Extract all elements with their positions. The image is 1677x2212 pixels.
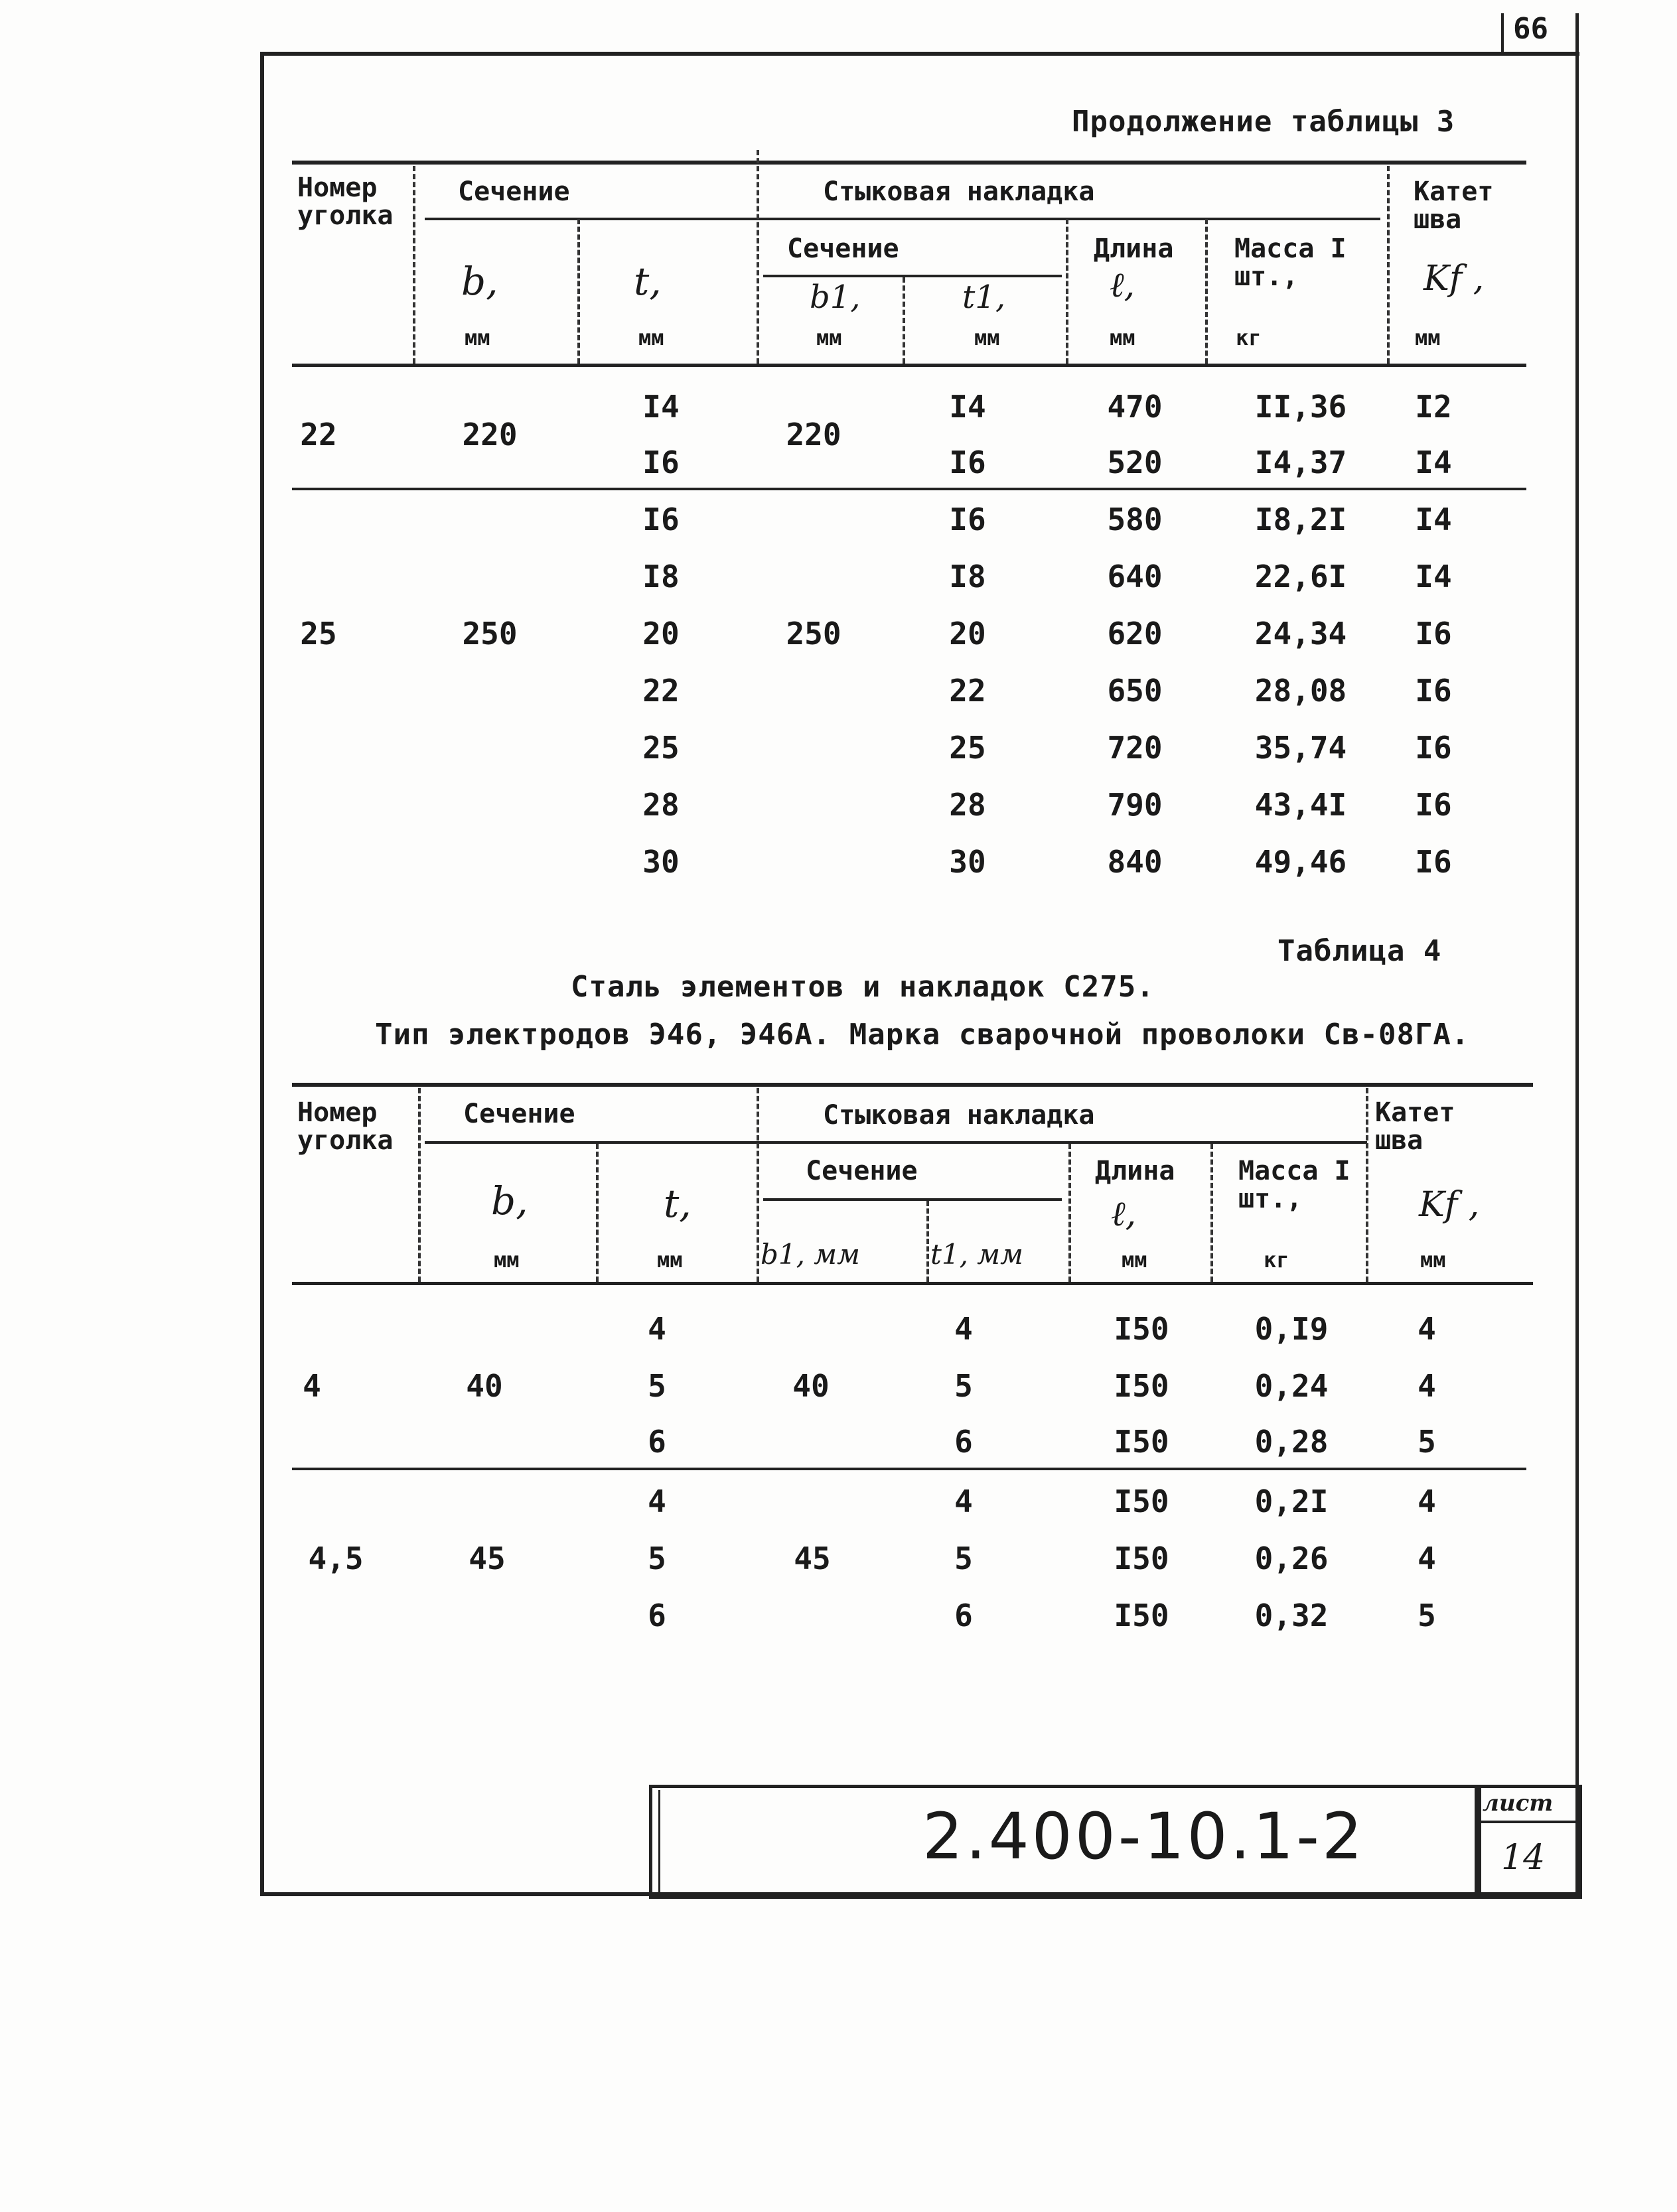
table3-cell-length: 620 bbox=[1107, 616, 1163, 652]
table4-col-divider bbox=[596, 1144, 599, 1282]
table3-cell-t1: I6 bbox=[949, 445, 986, 480]
table3-angle-number: 22 bbox=[300, 417, 337, 452]
table4-plate-b1: 45 bbox=[794, 1541, 831, 1576]
table3-plate-b1: 250 bbox=[786, 616, 841, 652]
table4-cell-t: 6 bbox=[648, 1598, 666, 1633]
table3-symbol-kf: Kf , bbox=[1423, 259, 1485, 299]
table4-cell-t: 5 bbox=[648, 1368, 666, 1404]
table4-cell-t1: 6 bbox=[954, 1424, 973, 1460]
table4-cell-length: I50 bbox=[1114, 1424, 1169, 1460]
table3-col-divider bbox=[1205, 219, 1208, 364]
table4-title-line2: Тип электродов Э46, Э46А. Марка сварочной проволоки Св-08ГА. bbox=[375, 1018, 1470, 1052]
table3-section-b: 220 bbox=[462, 417, 518, 452]
table3-col-divider bbox=[577, 219, 580, 364]
table3-cell-t1: I4 bbox=[949, 389, 986, 425]
title-block-inner-line bbox=[658, 1790, 660, 1892]
frame-right-border bbox=[1575, 13, 1579, 1896]
table3-cell-t1: I6 bbox=[949, 502, 986, 537]
frame-left-border bbox=[260, 52, 264, 1896]
table4-group-separator bbox=[292, 1468, 1526, 1470]
sheet-number: 14 bbox=[1501, 1838, 1546, 1878]
table4-unit-kg: кг bbox=[1264, 1247, 1289, 1273]
table3-cell-kf: I6 bbox=[1415, 730, 1452, 766]
table4-header-bottom-rule bbox=[292, 1282, 1533, 1285]
table3-col-divider bbox=[413, 166, 415, 364]
document-code: 2.400-10.1-2 bbox=[922, 1799, 1365, 1874]
table4-col-divider bbox=[926, 1201, 929, 1282]
table3-cell-mass: 24,34 bbox=[1254, 616, 1347, 652]
table4-cell-length: I50 bbox=[1114, 1541, 1169, 1576]
table4-unit-mm: мм bbox=[494, 1247, 520, 1273]
table4-symbol-b: b, bbox=[491, 1178, 528, 1223]
table4-col-divider bbox=[1068, 1144, 1071, 1282]
table3-cell-t: 22 bbox=[642, 673, 680, 709]
table3-cell-t1: I8 bbox=[949, 559, 986, 594]
table4-col-divider bbox=[1366, 1088, 1368, 1282]
table3-col-divider bbox=[903, 277, 905, 364]
table3-unit-kg: кг bbox=[1236, 325, 1262, 350]
table3-cell-kf: I6 bbox=[1415, 616, 1452, 652]
table4-cell-length: I50 bbox=[1114, 1368, 1169, 1404]
table4-col-divider bbox=[1210, 1144, 1213, 1282]
table3-col-divider bbox=[1066, 219, 1068, 364]
table3-header-bottom-rule bbox=[292, 364, 1526, 367]
table3-header-mass: Масса I шт., bbox=[1234, 234, 1347, 292]
table3-symbol-b1: b1, bbox=[810, 279, 861, 316]
table3-unit-mm: мм bbox=[465, 325, 490, 350]
table4-cell-mass: 0,26 bbox=[1254, 1541, 1329, 1576]
table3-cell-t1: 22 bbox=[949, 673, 986, 709]
table3-cell-length: 520 bbox=[1107, 445, 1163, 480]
table3-unit-mm: мм bbox=[1415, 325, 1441, 350]
table4-cell-length: I50 bbox=[1114, 1598, 1169, 1633]
table3-cell-mass: II,36 bbox=[1254, 389, 1347, 425]
table4-symbol-t: t, bbox=[664, 1181, 692, 1226]
table3-header-weld-leg: Катет шва bbox=[1414, 176, 1494, 235]
table4-cell-t: 4 bbox=[648, 1311, 666, 1347]
table4-cell-mass: 0,28 bbox=[1254, 1424, 1329, 1460]
table3-cell-kf: I4 bbox=[1415, 445, 1452, 480]
table3-cell-mass: 43,4I bbox=[1254, 787, 1347, 823]
table3-symbol-t: t, bbox=[634, 259, 662, 304]
table3-col-divider bbox=[1387, 166, 1390, 364]
table3-header-angle-no: Номер уголка bbox=[297, 173, 394, 231]
frame-top-border bbox=[260, 52, 1579, 56]
table3-cell-kf: I6 bbox=[1415, 787, 1452, 823]
table3-cell-t: I4 bbox=[642, 389, 680, 425]
table4-cell-kf: 5 bbox=[1418, 1424, 1436, 1460]
table3-cell-t: 30 bbox=[642, 844, 680, 880]
table3-cell-mass: 28,08 bbox=[1254, 673, 1347, 709]
table3-cell-kf: I4 bbox=[1415, 559, 1452, 594]
table4-angle-number: 4,5 bbox=[308, 1541, 364, 1576]
table4-header-butt-plate: Стыковая накладка bbox=[823, 1100, 1095, 1131]
table3-symbol-t1: t1, bbox=[962, 279, 1006, 316]
table3-cell-mass: I4,37 bbox=[1254, 445, 1347, 480]
table3-cell-kf: I4 bbox=[1415, 502, 1452, 537]
table4-cell-t: 5 bbox=[648, 1541, 666, 1576]
table4-cell-t1: 4 bbox=[954, 1484, 973, 1519]
table3-symbol-b: b, bbox=[461, 259, 498, 304]
table3-cell-length: 580 bbox=[1107, 502, 1163, 537]
table3-cell-length: 470 bbox=[1107, 389, 1163, 425]
table4-cell-kf: 4 bbox=[1418, 1484, 1436, 1519]
table3-symbol-l: ℓ, bbox=[1110, 265, 1135, 305]
table4-cell-length: I50 bbox=[1114, 1311, 1169, 1347]
table4-cell-t1: 5 bbox=[954, 1541, 973, 1576]
table3-cell-mass: 49,46 bbox=[1254, 844, 1347, 880]
table3-group-separator bbox=[292, 488, 1526, 490]
table4-col-divider bbox=[757, 1088, 759, 1282]
table3-cell-length: 640 bbox=[1107, 559, 1163, 594]
table4-top-rule bbox=[292, 1083, 1533, 1087]
table4-header-mass: Масса I шт., bbox=[1238, 1156, 1350, 1214]
table4-unit-mm: мм bbox=[1420, 1247, 1446, 1273]
table3-cell-mass: 22,6I bbox=[1254, 559, 1347, 594]
table4-symbol-kf: Kf , bbox=[1419, 1185, 1480, 1225]
table3-header-plate-section: Сечение bbox=[787, 234, 899, 264]
table3-cell-t1: 28 bbox=[949, 787, 986, 823]
table4-symbol-b1: b1, мм bbox=[761, 1238, 860, 1271]
table3-header-subrule bbox=[425, 218, 1380, 220]
table4-cell-length: I50 bbox=[1114, 1484, 1169, 1519]
table3-plate-b1: 220 bbox=[786, 417, 841, 452]
table3-header-section: Сечение bbox=[458, 176, 570, 207]
table4-col-divider bbox=[418, 1088, 421, 1282]
table3-cell-t1: 20 bbox=[949, 616, 986, 652]
table3-cell-t: I6 bbox=[642, 502, 680, 537]
table4-section-b: 40 bbox=[466, 1368, 503, 1404]
table4-cell-kf: 5 bbox=[1418, 1598, 1436, 1633]
table3-cell-t: I6 bbox=[642, 445, 680, 480]
table3-caption: Продолжение таблицы 3 bbox=[1072, 105, 1455, 139]
table3-cell-mass: I8,2I bbox=[1254, 502, 1347, 537]
table3-cell-mass: 35,74 bbox=[1254, 730, 1347, 766]
table4-unit-mm: мм bbox=[1122, 1247, 1147, 1273]
table3-cell-length: 650 bbox=[1107, 673, 1163, 709]
table3-unit-mm: мм bbox=[816, 325, 842, 350]
table4-section-b: 45 bbox=[469, 1541, 506, 1576]
table4-symbol-t1: t1, мм bbox=[930, 1238, 1023, 1271]
table4-cell-kf: 4 bbox=[1418, 1311, 1436, 1347]
table3-cell-t1: 25 bbox=[949, 730, 986, 766]
sheet-number-box-line bbox=[1501, 13, 1504, 56]
table3-cell-length: 720 bbox=[1107, 730, 1163, 766]
table3-unit-mm: мм bbox=[1110, 325, 1135, 350]
table4-cell-kf: 4 bbox=[1418, 1368, 1436, 1404]
table4-header-length: Длина bbox=[1095, 1156, 1175, 1186]
table4-unit-mm: мм bbox=[657, 1247, 683, 1273]
table4-header-subrule bbox=[425, 1141, 1367, 1144]
table3-cell-kf: I2 bbox=[1415, 389, 1452, 425]
table3-cell-t: 28 bbox=[642, 787, 680, 823]
table4-cell-kf: 4 bbox=[1418, 1541, 1436, 1576]
table4-cell-mass: 0,I9 bbox=[1254, 1311, 1329, 1347]
table4-cell-mass: 0,2I bbox=[1254, 1484, 1329, 1519]
table3-header-length: Длина bbox=[1094, 234, 1174, 264]
table3-col-divider bbox=[757, 150, 759, 364]
table4-cell-mass: 0,24 bbox=[1254, 1368, 1329, 1404]
table3-top-rule bbox=[292, 161, 1526, 165]
table3-cell-kf: I6 bbox=[1415, 844, 1452, 880]
table4-plate-section-rule bbox=[763, 1198, 1062, 1201]
table3-cell-t: 25 bbox=[642, 730, 680, 766]
table4-plate-b1: 40 bbox=[792, 1368, 830, 1404]
sheet-number-box-rule bbox=[1475, 1821, 1579, 1823]
table3-cell-length: 790 bbox=[1107, 787, 1163, 823]
table4-cell-t1: 6 bbox=[954, 1598, 973, 1633]
table4-header-plate-section: Сечение bbox=[806, 1156, 918, 1186]
table4-angle-number: 4 bbox=[303, 1368, 321, 1404]
table4-title-line1: Сталь элементов и накладок С275. bbox=[571, 970, 1155, 1004]
table4-cell-mass: 0,32 bbox=[1254, 1598, 1329, 1633]
table4-header-section: Сечение bbox=[463, 1099, 575, 1129]
table4-cell-t: 6 bbox=[648, 1424, 666, 1460]
table3-angle-number: 25 bbox=[300, 616, 337, 652]
table3-header-butt-plate: Стыковая накладка bbox=[823, 176, 1095, 207]
table4-symbol-l: ℓ, bbox=[1111, 1194, 1137, 1234]
table4-label: Таблица 4 bbox=[1277, 934, 1442, 968]
sheet-label: лист bbox=[1483, 1790, 1554, 1817]
table3-cell-length: 840 bbox=[1107, 844, 1163, 880]
table3-cell-kf: I6 bbox=[1415, 673, 1452, 709]
table3-plate-section-rule bbox=[763, 275, 1062, 277]
table4-cell-t1: 4 bbox=[954, 1311, 973, 1347]
table3-section-b: 250 bbox=[462, 616, 518, 652]
table4-header-weld-leg: Катет шва bbox=[1375, 1097, 1455, 1156]
sheet-top-number: 66 bbox=[1513, 12, 1548, 46]
table3-cell-t1: 30 bbox=[949, 844, 986, 880]
table4-cell-t1: 5 bbox=[954, 1368, 973, 1404]
table3-unit-mm: мм bbox=[974, 325, 1000, 350]
table3-unit-mm: мм bbox=[638, 325, 664, 350]
table4-cell-t: 4 bbox=[648, 1484, 666, 1519]
table4-header-angle-no: Номер уголка bbox=[297, 1097, 394, 1156]
table3-cell-t: 20 bbox=[642, 616, 680, 652]
table3-cell-t: I8 bbox=[642, 559, 680, 594]
